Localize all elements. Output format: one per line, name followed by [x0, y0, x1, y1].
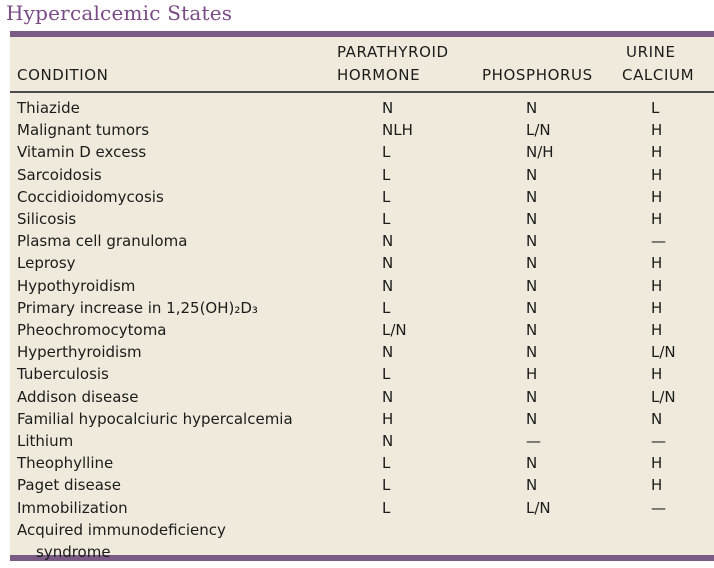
cell-parathyroid-hormone: L — [382, 298, 391, 317]
table-row — [10, 363, 714, 385]
table-row — [10, 141, 714, 163]
cell-urine-calcium: L/N — [651, 387, 676, 406]
header-urine-line1: URINE — [626, 43, 676, 61]
cell-condition: Plasma cell granuloma — [17, 232, 188, 251]
cell-parathyroid-hormone: L — [382, 365, 391, 384]
cell-condition: Theophylline — [17, 454, 114, 473]
cell-condition: Acquired immunodeficiency — [17, 520, 226, 539]
cell-parathyroid-hormone: N — [382, 387, 394, 406]
cell-condition: Thiazide — [17, 99, 80, 117]
cell-phosphorus: N — [526, 187, 538, 206]
cell-condition-continuation: syndrome — [36, 542, 111, 561]
table-row — [10, 186, 714, 208]
cell-urine-calcium: H — [651, 276, 663, 295]
cell-urine-calcium: L — [651, 99, 660, 117]
cell-urine-calcium: H — [651, 321, 663, 339]
cell-phosphorus: N — [526, 476, 538, 495]
cell-urine-calcium: H — [651, 454, 663, 473]
cell-urine-calcium: — — [651, 432, 666, 450]
table-row — [10, 208, 714, 230]
cell-phosphorus: N — [526, 387, 538, 406]
cell-urine-calcium: — — [651, 498, 666, 517]
cell-urine-calcium: H — [651, 210, 663, 228]
cell-parathyroid-hormone: NLH — [382, 121, 413, 140]
cell-condition: Primary increase in 1,25(OH)₂D₃ — [17, 298, 258, 317]
cell-urine-calcium: H — [651, 121, 663, 140]
cell-phosphorus: N/H — [526, 143, 554, 162]
cell-condition: Lithium — [17, 432, 74, 450]
cell-parathyroid-hormone: N — [382, 432, 394, 450]
table-row — [10, 252, 714, 274]
cell-condition: Hypothyroidism — [17, 276, 136, 295]
cell-phosphorus: — — [526, 432, 541, 450]
cell-phosphorus: H — [526, 365, 538, 384]
table-row — [10, 408, 714, 430]
cell-condition: Malignant tumors — [17, 121, 150, 140]
table-row — [10, 519, 714, 561]
cell-parathyroid-hormone: L/N — [382, 321, 407, 339]
table-row — [10, 230, 714, 252]
table-row — [10, 497, 714, 519]
header-urine-line2: CALCIUM — [622, 66, 695, 84]
cell-parathyroid-hormone: N — [382, 343, 394, 362]
cell-parathyroid-hormone: L — [382, 476, 391, 495]
cell-phosphorus: N — [526, 232, 538, 251]
cell-condition: Sarcoidosis — [17, 165, 102, 184]
cell-urine-calcium: H — [651, 365, 663, 384]
cell-phosphorus: N — [526, 409, 538, 428]
table-row — [10, 119, 714, 141]
cell-phosphorus: N — [526, 298, 538, 317]
table-row — [10, 386, 714, 408]
header-phosphorus: PHOSPHORUS — [482, 66, 593, 84]
cell-phosphorus: N — [526, 321, 538, 339]
cell-urine-calcium: H — [651, 165, 663, 184]
cell-parathyroid-hormone: N — [382, 276, 394, 295]
cell-urine-calcium: H — [651, 476, 663, 495]
cell-condition: Vitamin D excess — [17, 143, 147, 162]
table-panel — [10, 31, 714, 561]
cell-parathyroid-hormone: L — [382, 210, 391, 228]
cell-phosphorus: N — [526, 210, 538, 228]
cell-condition: Hyperthyroidism — [17, 343, 142, 362]
cell-urine-calcium: H — [651, 298, 663, 317]
cell-urine-calcium: L/N — [651, 343, 676, 362]
header-pth-line2: HORMONE — [337, 66, 421, 84]
cell-parathyroid-hormone: N — [382, 99, 394, 117]
cell-phosphorus: N — [526, 99, 538, 117]
table-row — [10, 319, 714, 341]
cell-urine-calcium: N — [651, 409, 663, 428]
table-row — [10, 452, 714, 474]
cell-parathyroid-hormone: N — [382, 254, 394, 273]
cell-urine-calcium: — — [651, 232, 666, 251]
cell-phosphorus: L/N — [526, 498, 551, 517]
table-row — [10, 297, 714, 319]
cell-condition: Silicosis — [17, 210, 77, 228]
table-header — [10, 37, 714, 93]
cell-parathyroid-hormone: L — [382, 498, 391, 517]
cell-condition: Addison disease — [17, 387, 139, 406]
table-row — [10, 341, 714, 363]
cell-phosphorus: N — [526, 165, 538, 184]
cell-urine-calcium: H — [651, 143, 663, 162]
table-row — [10, 474, 714, 496]
table-row — [10, 164, 714, 186]
cell-urine-calcium: H — [651, 187, 663, 206]
cell-phosphorus: N — [526, 254, 538, 273]
cell-condition: Tuberculosis — [17, 365, 109, 384]
table-row — [10, 275, 714, 297]
cell-urine-calcium: H — [651, 254, 663, 273]
cell-parathyroid-hormone: N — [382, 232, 394, 251]
header-condition: CONDITION — [17, 66, 109, 84]
cell-condition: Paget disease — [17, 476, 121, 495]
header-pth-line1: PARATHYROID — [337, 43, 449, 61]
table-title: Hypercalcemic States — [6, 1, 233, 25]
cell-condition: Pheochromocytoma — [17, 321, 167, 339]
table-row — [10, 97, 714, 119]
cell-phosphorus: N — [526, 276, 538, 295]
cell-phosphorus: N — [526, 343, 538, 362]
table-row — [10, 430, 714, 452]
cell-parathyroid-hormone: L — [382, 454, 391, 473]
cell-condition: Familial hypocalciuric hypercalcemia — [17, 409, 293, 428]
cell-condition: Immobilization — [17, 498, 128, 517]
cell-phosphorus: N — [526, 454, 538, 473]
cell-parathyroid-hormone: L — [382, 187, 391, 206]
cell-parathyroid-hormone: L — [382, 165, 391, 184]
cell-condition: Coccidioidomycosis — [17, 187, 164, 206]
cell-phosphorus: L/N — [526, 121, 551, 140]
cell-parathyroid-hormone: L — [382, 143, 391, 162]
cell-condition: Leprosy — [17, 254, 76, 273]
cell-parathyroid-hormone: H — [382, 409, 394, 428]
